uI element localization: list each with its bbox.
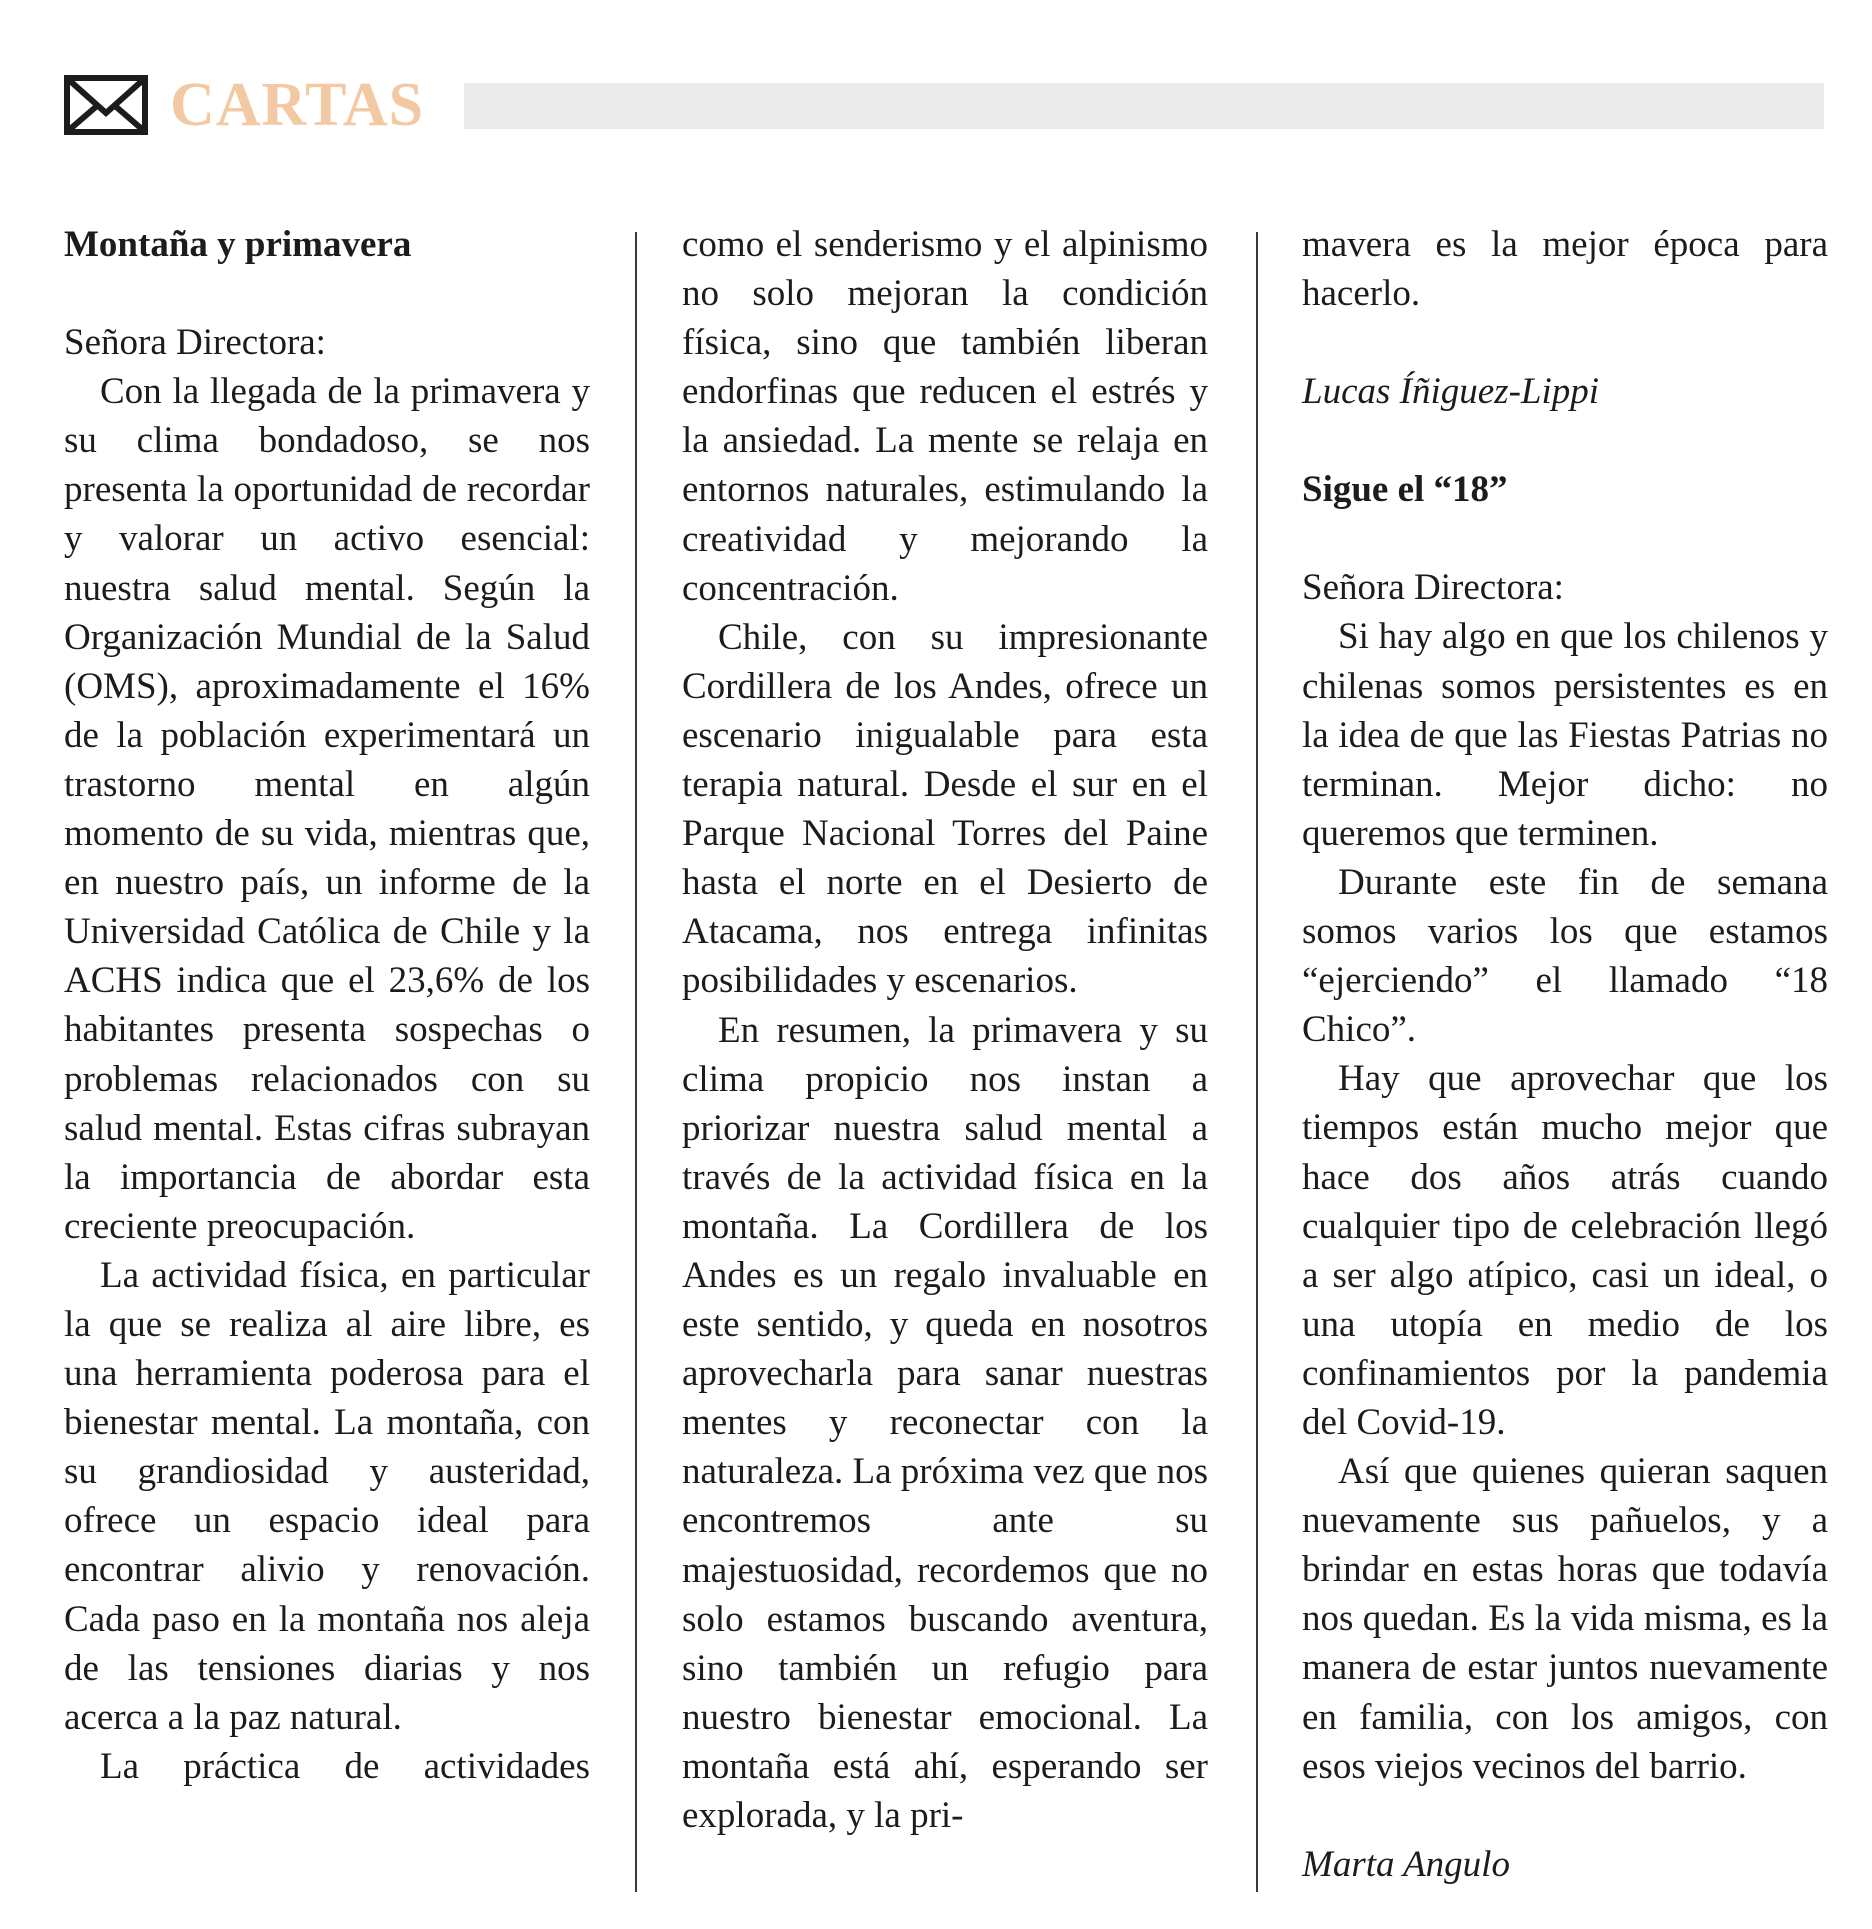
letter-paragraph: Chile, con su impresionante Cordillera de los Andes, ofrece un escenario inigualable para esta terapia natural. Desde el sur en el Parque Nacional Torres del Paine hasta el norte en el Desierto de Atacama, nos entrega infinitas posibilidades y escenarios. <box>682 616 1208 1002</box>
letter-headline: Montaña y primavera <box>64 224 412 265</box>
letter-signature: Lucas Íñiguez-Lippi <box>1302 371 1600 413</box>
letter-paragraph: Así que quienes quieran saquen nuevamente sus pañuelos, y a brindar en estas horas que todavía nos quedan. Es la vida misma, es la manera de estar juntos nuevamente en familia, con los amigos, con esos viejos vecinos del barrio. <box>1302 1451 1828 1787</box>
letter-paragraph: mavera es la mejor época para hacerlo. <box>1302 224 1828 315</box>
letter-paragraph: La práctica de actividades <box>100 1745 590 1787</box>
letter-salutation: Señora Directora: <box>64 322 326 364</box>
letter-paragraph: La actividad física, en particular la que se realiza al aire libre, es una herramienta poderosa para el bienestar mental. La montaña, con su grandiosidad y austeridad, ofrece un espacio ideal para encontrar alivio y renovación. Cada paso en la montaña nos aleja de las tensiones diarias y nos acerca a la paz natural. <box>64 1254 590 1738</box>
letter-signature: Marta Angulo <box>1302 1843 1510 1885</box>
header-bar <box>464 83 1824 129</box>
letter-paragraph: Con la llegada de la primavera y su clima bondadoso, se nos presenta la oportunidad de recordar y valorar un activo esencial: nuestra salud mental. Según la Organización Mundial de la Salud (OMS), aproximadamente el 16% de la población experimentará un trastorno mental en algún momento de su vida, mientras que, en nuestro país, un informe de la Universidad Católica de Chile y la ACHS indica que el 23,6% de los habitantes presenta sospechas o problemas relacionados con su salud mental. Estas cifras subrayan la importancia de abordar esta creciente preocupación. <box>64 371 590 1247</box>
column-1 <box>64 220 590 1791</box>
column-2 <box>682 220 1208 1840</box>
letter-headline: Sigue el “18” <box>1302 469 1508 511</box>
letter-paragraph: como el senderismo y el alpinismo no solo mejoran la condición física, sino que también liberan endorfinas que reducen el estrés y la ansiedad. La mente se relaja en entornos naturales, estimulando la creatividad y mejorando la concentración. <box>682 224 1208 609</box>
column-divider <box>635 232 637 1892</box>
letter-paragraph: Si hay algo en que los chilenos y chilenas somos persistentes es en la idea de que las Fiestas Patrias no terminan. Mejor dicho: no queremos que terminen. <box>1302 616 1828 854</box>
letter-salutation: Señora Directora: <box>1302 567 1564 609</box>
letter-paragraph: Durante este fin de semana somos varios los que estamos “ejerciendo” el llamado “18 Chico”. <box>1302 861 1828 1051</box>
section-header <box>64 70 1824 140</box>
letter-paragraph: Hay que aprovechar que los tiempos están mucho mejor que hace dos años atrás cuando cualquier tipo de celebración llegó a ser algo atípico, casi un ideal, o una utopía en medio de los confinamientos por la pandemia del Covid-19. <box>1302 1058 1828 1443</box>
envelope-icon <box>64 75 148 135</box>
letter-paragraph: En resumen, la primavera y su clima propicio nos instan a priorizar nuestra salud mental a través de la actividad física en la montaña. La Cordillera de los Andes es un regalo invaluable en este sentido, y queda en nosotros aprovecharla para sanar nuestras mentes y reconectar con la naturaleza. La próxima vez que nos encontremos ante su majestuosidad, recordemos que no solo estamos buscando aventura, sino también un refugio para nuestro bienestar emocional. La montaña está ahí, esperando ser explorada, y la pri- <box>682 1009 1208 1836</box>
column-divider <box>1256 232 1258 1892</box>
column-3 <box>1302 220 1828 1889</box>
section-title: CARTAS <box>170 71 425 139</box>
